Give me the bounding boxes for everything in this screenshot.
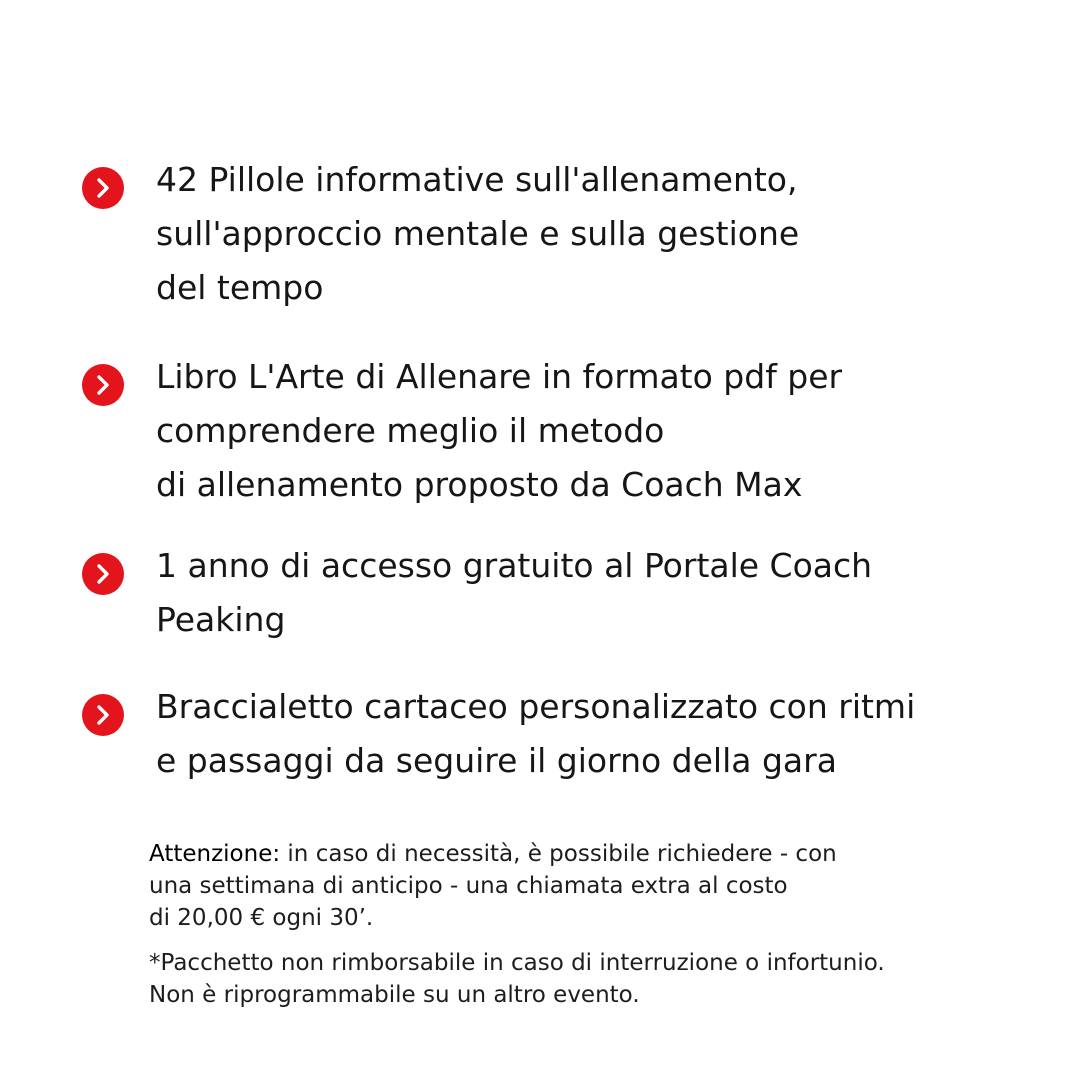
attention-note: [149, 838, 1049, 934]
feature-line: sull'approccio mentale e sulla gestione: [156, 214, 800, 253]
disclaimer-text: *Pacchetto non rimborsabile in caso di interruzione o infortunio.: [149, 950, 885, 976]
attention-text: una settimana di anticipo - una chiamata extra al costo: [149, 873, 788, 899]
feature-text: [156, 680, 1056, 788]
feature-text: [156, 153, 1056, 315]
feature-line: e passaggi da seguire il giorno della gara: [156, 741, 837, 780]
feature-line: Braccialetto cartaceo personalizzato con ritmi: [156, 687, 916, 726]
chevron-right-icon: [82, 694, 124, 736]
chevron-right-icon: [82, 167, 124, 209]
feature-line: 42 Pillole informative sull'allenamento,: [156, 160, 798, 199]
notes: [149, 838, 1049, 1011]
attention-label: Attenzione:: [149, 841, 281, 867]
disclaimer: [149, 947, 1049, 1011]
attention-text: di 20,00 € ogni 30’.: [149, 905, 374, 931]
chevron-right-icon: [82, 553, 124, 595]
feature-line: comprendere meglio il metodo: [156, 411, 665, 450]
feature-line: del tempo: [156, 268, 324, 307]
feature-line: 1 anno di accesso gratuito al Portale Coach: [156, 546, 873, 585]
feature-text: [156, 350, 1056, 512]
attention-text: in caso di necessità, è possibile richiedere - con: [280, 841, 837, 867]
feature-line: Libro L'Arte di Allenare in formato pdf per: [156, 357, 843, 396]
chevron-right-icon: [82, 364, 124, 406]
feature-text: [156, 539, 1056, 647]
disclaimer-text: Non è riprogrammabile su un altro evento.: [149, 982, 640, 1008]
feature-line: di allenamento proposto da Coach Max: [156, 465, 803, 504]
feature-line: Peaking: [156, 600, 286, 639]
